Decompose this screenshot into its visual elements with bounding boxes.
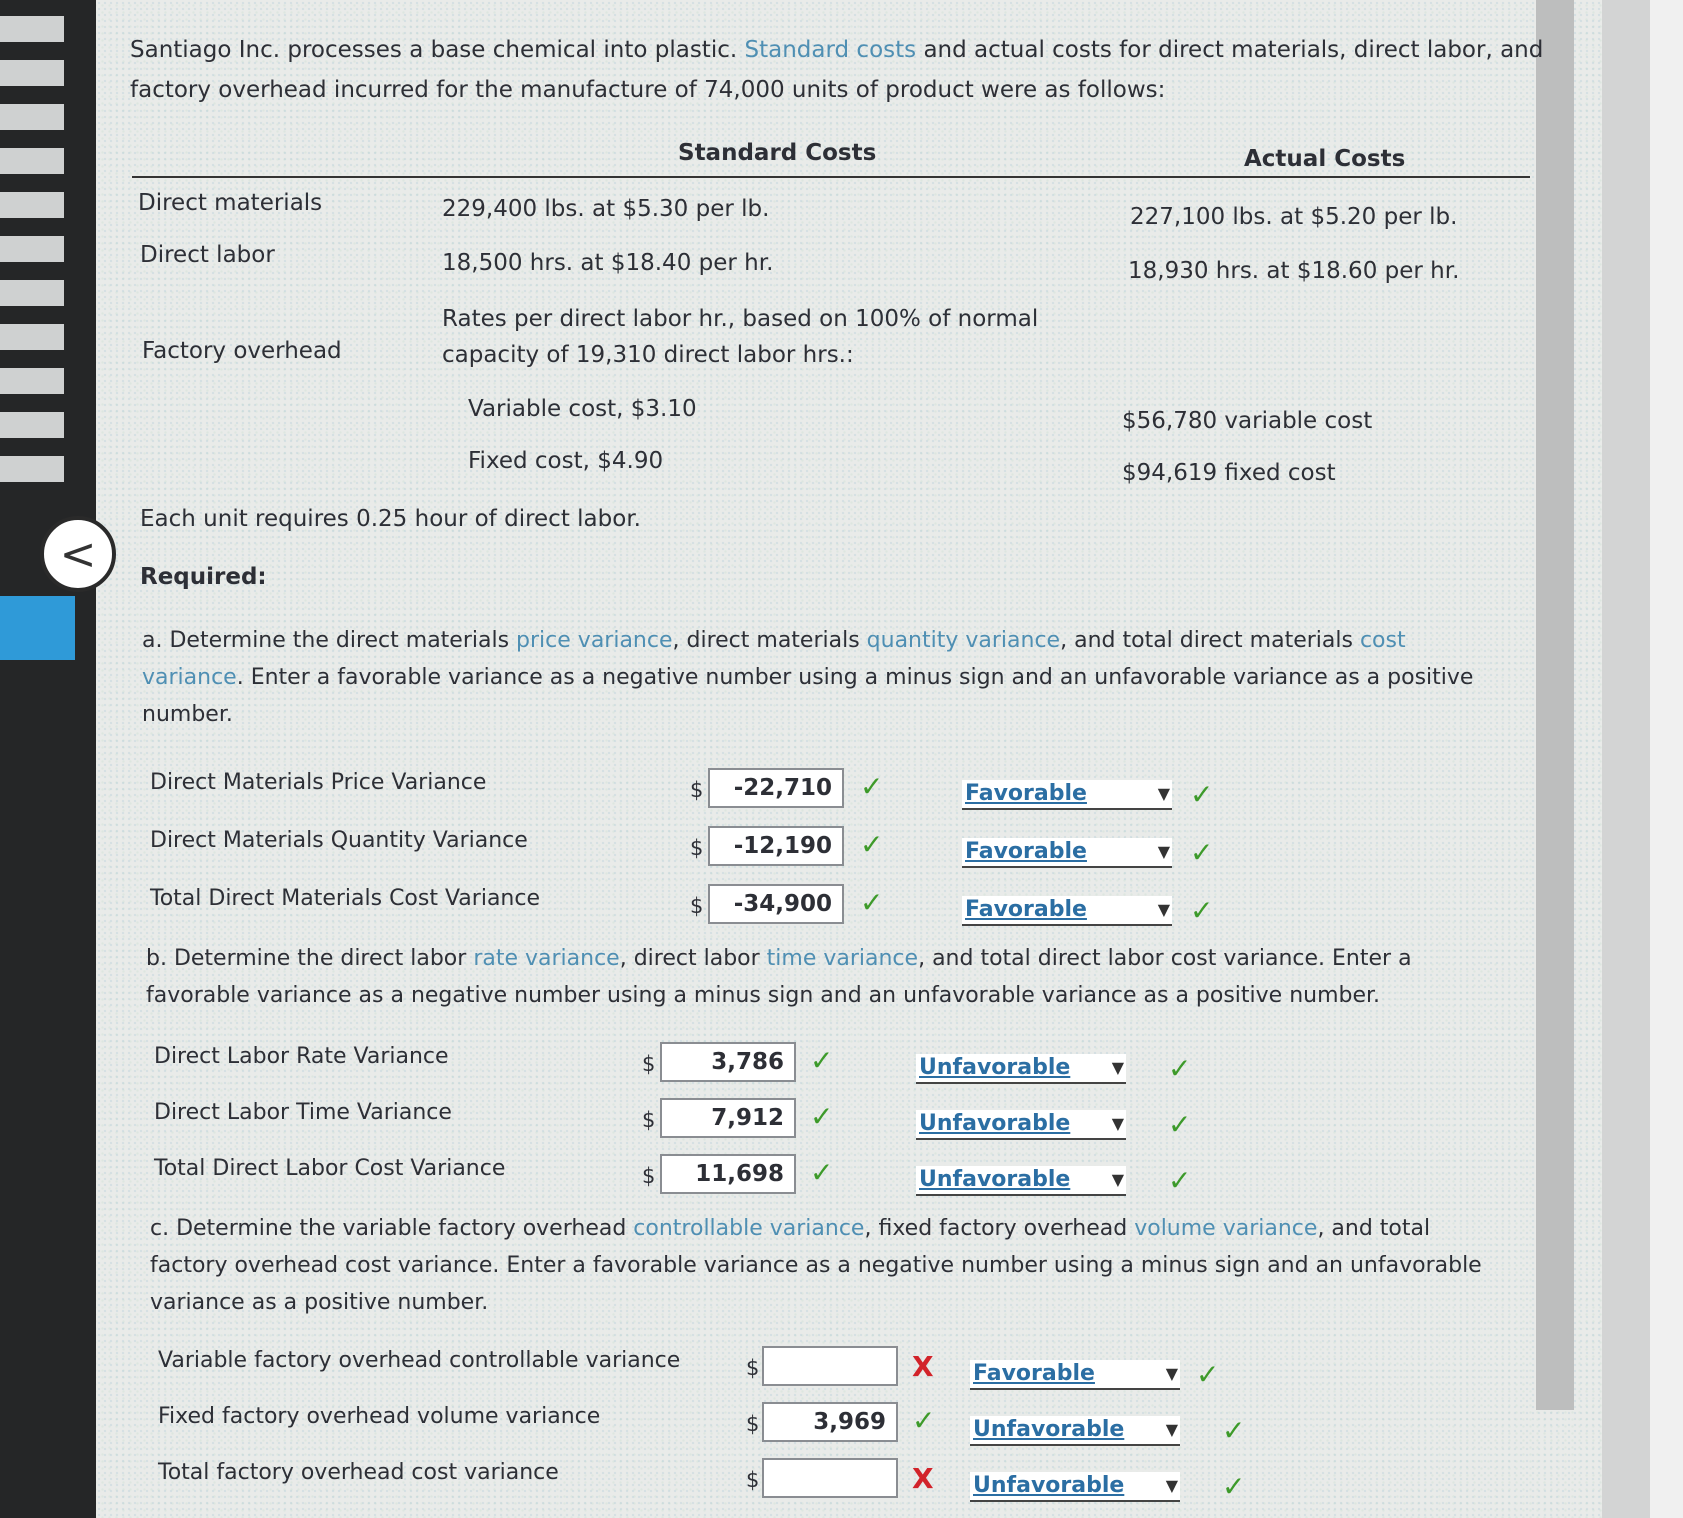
part-c-text: c. Determine the variable factory overhead — [150, 1216, 634, 1241]
dl-cost-variance-label: Total Direct Labor Cost Variance — [154, 1156, 506, 1181]
intro-glossary-link[interactable]: Standard costs — [744, 37, 917, 63]
fo-cost-variance-select[interactable] — [970, 1472, 1180, 1502]
bezel-stripe — [0, 236, 64, 262]
part-a-text: . Enter a favorable variance as a negative number using a minus sign and an unfavorable variance as a positive number. — [142, 665, 1474, 727]
part-a-text: a. Determine the direct materials — [142, 628, 517, 653]
dm-price-variance-label: Direct Materials Price Variance — [150, 770, 487, 795]
dl-label: Direct labor — [140, 242, 275, 268]
bezel-stripe — [0, 192, 64, 218]
currency-symbol: $ — [690, 778, 704, 802]
time-variance-link[interactable]: time variance — [766, 946, 919, 971]
select-value: Favorable — [965, 839, 1087, 864]
fo-controllable-variance-label: Variable factory overhead controllable variance — [158, 1348, 681, 1373]
dl-actual: 18,930 hrs. at $18.60 per hr. — [1128, 258, 1460, 284]
problem-intro — [130, 30, 1570, 110]
incorrect-x-icon: X — [912, 1350, 934, 1383]
part-a-text: , and total direct materials — [1060, 628, 1360, 653]
chevron-down-icon: ▼ — [1165, 1420, 1178, 1439]
currency-symbol: $ — [642, 1052, 656, 1076]
bezel-stripe — [0, 368, 64, 394]
dl-time-variance-label: Direct Labor Time Variance — [154, 1100, 452, 1125]
fo-standard-line1: Rates per direct labor hr., based on 100% of normal — [442, 306, 1039, 332]
rate-variance-link[interactable]: rate variance — [473, 946, 620, 971]
correct-check-icon: ✓ — [1196, 1358, 1220, 1391]
select-value: Unfavorable — [919, 1111, 1071, 1136]
select-value: Favorable — [965, 897, 1087, 922]
scrollbar-track[interactable] — [1602, 0, 1650, 1518]
correct-check-icon: ✓ — [1190, 778, 1214, 811]
bezel-stripe — [0, 456, 64, 482]
fo-cost-variance-input[interactable] — [762, 1458, 898, 1498]
dl-rate-variance-label: Direct Labor Rate Variance — [154, 1044, 449, 1069]
price-variance-link[interactable]: price variance — [516, 628, 673, 653]
dm-quantity-variance-input[interactable]: -12,190 — [708, 826, 844, 866]
select-value: Unfavorable — [973, 1417, 1125, 1442]
variable-cost-actual: $56,780 variable cost — [1122, 408, 1373, 434]
back-chevron-icon[interactable] — [40, 516, 116, 592]
back-glyph: < — [59, 528, 97, 580]
bezel-stripe — [0, 148, 64, 174]
part-c-instructions — [150, 1210, 1510, 1321]
fo-cost-variance-label: Total factory overhead cost variance — [158, 1460, 559, 1485]
correct-check-icon: ✓ — [912, 1404, 936, 1437]
currency-symbol: $ — [746, 1412, 760, 1436]
bezel-stripe — [0, 60, 64, 86]
volume-variance-link[interactable]: volume variance — [1134, 1216, 1318, 1241]
monitor-bezel — [0, 0, 96, 1518]
bezel-stripe — [0, 324, 64, 350]
chevron-down-icon: ▼ — [1157, 842, 1170, 861]
labor-per-unit-note: Each unit requires 0.25 hour of direct labor. — [140, 506, 641, 532]
fo-volume-variance-select[interactable] — [970, 1416, 1180, 1446]
dm-label: Direct materials — [138, 190, 323, 216]
dm-cost-variance-label: Total Direct Materials Cost Variance — [150, 886, 541, 911]
fo-volume-variance-input[interactable]: 3,969 — [762, 1402, 898, 1442]
correct-check-icon: ✓ — [1222, 1470, 1246, 1503]
part-a-text: , direct materials — [672, 628, 867, 653]
dm-standard: 229,400 lbs. at $5.30 per lb. — [442, 196, 770, 222]
dl-rate-variance-select[interactable] — [916, 1054, 1126, 1084]
part-b-text: , direct labor — [619, 946, 767, 971]
correct-check-icon: ✓ — [860, 886, 884, 919]
fo-label: Factory overhead — [142, 338, 342, 364]
variable-cost-standard: Variable cost, $3.10 — [468, 396, 697, 422]
correct-check-icon: ✓ — [810, 1156, 834, 1189]
part-b-text: , and total direct labor cost variance. Enter a favorable variance as a negative number using a minus sign and an unfavorable variance as a positive number. — [146, 946, 1412, 1008]
dl-time-variance-select[interactable] — [916, 1110, 1126, 1140]
screen-edge — [1650, 0, 1683, 1518]
currency-symbol: $ — [690, 836, 704, 860]
fo-controllable-variance-input[interactable] — [762, 1346, 898, 1386]
currency-symbol: $ — [746, 1468, 760, 1492]
intro-text: Santiago Inc. processes a base chemical into plastic. — [130, 37, 745, 63]
currency-symbol: $ — [746, 1356, 760, 1380]
dl-standard: 18,500 hrs. at $18.40 per hr. — [442, 250, 774, 276]
fixed-cost-actual: $94,619 fixed cost — [1122, 460, 1336, 486]
dm-cost-variance-select[interactable] — [962, 896, 1172, 926]
bezel-stripe — [0, 104, 64, 130]
currency-symbol: $ — [642, 1108, 656, 1132]
correct-check-icon: ✓ — [860, 828, 884, 861]
chevron-down-icon: ▼ — [1111, 1114, 1124, 1133]
correct-check-icon: ✓ — [1168, 1052, 1192, 1085]
select-value: Unfavorable — [919, 1055, 1071, 1080]
standard-costs-header: Standard Costs — [678, 140, 877, 166]
fo-standard-line2: capacity of 19,310 direct labor hrs.: — [442, 342, 854, 368]
side-panel-accent — [0, 596, 75, 660]
correct-check-icon: ✓ — [1190, 836, 1214, 869]
dm-cost-variance-input[interactable]: -34,900 — [708, 884, 844, 924]
dm-price-variance-select[interactable] — [962, 780, 1172, 810]
fo-volume-variance-label: Fixed factory overhead volume variance — [158, 1404, 601, 1429]
table-header-rule — [132, 176, 1530, 178]
dl-rate-variance-input[interactable]: 3,786 — [660, 1042, 796, 1082]
correct-check-icon: ✓ — [810, 1044, 834, 1077]
correct-check-icon: ✓ — [810, 1100, 834, 1133]
chevron-down-icon: ▼ — [1111, 1058, 1124, 1077]
chevron-down-icon: ▼ — [1111, 1170, 1124, 1189]
bezel-stripe — [0, 280, 64, 306]
chevron-down-icon: ▼ — [1157, 900, 1170, 919]
controllable-variance-link[interactable]: controllable variance — [633, 1216, 865, 1241]
actual-costs-header: Actual Costs — [1244, 146, 1406, 172]
dm-actual: 227,100 lbs. at $5.20 per lb. — [1130, 204, 1458, 230]
select-value: Unfavorable — [919, 1167, 1071, 1192]
currency-symbol: $ — [690, 894, 704, 918]
cost-variance-link[interactable]: cost variance — [142, 628, 1406, 690]
intro-text: and actual costs for direct materials, direct labor, and factory overhead incurred for the manufacture of 74,000 units of product were as follows: — [130, 37, 1544, 103]
chevron-down-icon: ▼ — [1165, 1364, 1178, 1383]
dm-quantity-variance-label: Direct Materials Quantity Variance — [150, 828, 528, 853]
dm-price-variance-input[interactable]: -22,710 — [708, 768, 844, 808]
part-b-text: b. Determine the direct labor — [146, 946, 474, 971]
select-value: Favorable — [973, 1361, 1095, 1386]
part-b-instructions — [146, 940, 1506, 1014]
correct-check-icon: ✓ — [1190, 894, 1214, 927]
correct-check-icon: ✓ — [1168, 1164, 1192, 1197]
bezel-stripe — [0, 412, 64, 438]
select-value: Favorable — [965, 781, 1087, 806]
scrollbar-thumb[interactable] — [1536, 0, 1574, 1410]
required-heading: Required: — [140, 564, 267, 590]
chevron-down-icon: ▼ — [1165, 1476, 1178, 1495]
dm-quantity-variance-select[interactable] — [962, 838, 1172, 868]
correct-check-icon: ✓ — [1168, 1108, 1192, 1141]
dl-cost-variance-input[interactable]: 11,698 — [660, 1154, 796, 1194]
correct-check-icon: ✓ — [860, 770, 884, 803]
part-c-text: , and total factory overhead cost variance. Enter a favorable variance as a negative number using a minus sign and an unfavorable variance as a positive number. — [150, 1216, 1482, 1315]
select-value: Unfavorable — [973, 1473, 1125, 1498]
fixed-cost-standard: Fixed cost, $4.90 — [468, 448, 664, 474]
bezel-stripe — [0, 16, 64, 42]
quantity-variance-link[interactable]: quantity variance — [866, 628, 1061, 653]
incorrect-x-icon: X — [912, 1462, 934, 1495]
fo-controllable-variance-select[interactable] — [970, 1360, 1180, 1390]
correct-check-icon: ✓ — [1222, 1414, 1246, 1447]
part-c-text: , fixed factory overhead — [864, 1216, 1135, 1241]
dl-cost-variance-select[interactable] — [916, 1166, 1126, 1196]
dl-time-variance-input[interactable]: 7,912 — [660, 1098, 796, 1138]
part-a-instructions — [142, 622, 1502, 733]
currency-symbol: $ — [642, 1164, 656, 1188]
chevron-down-icon: ▼ — [1157, 784, 1170, 803]
